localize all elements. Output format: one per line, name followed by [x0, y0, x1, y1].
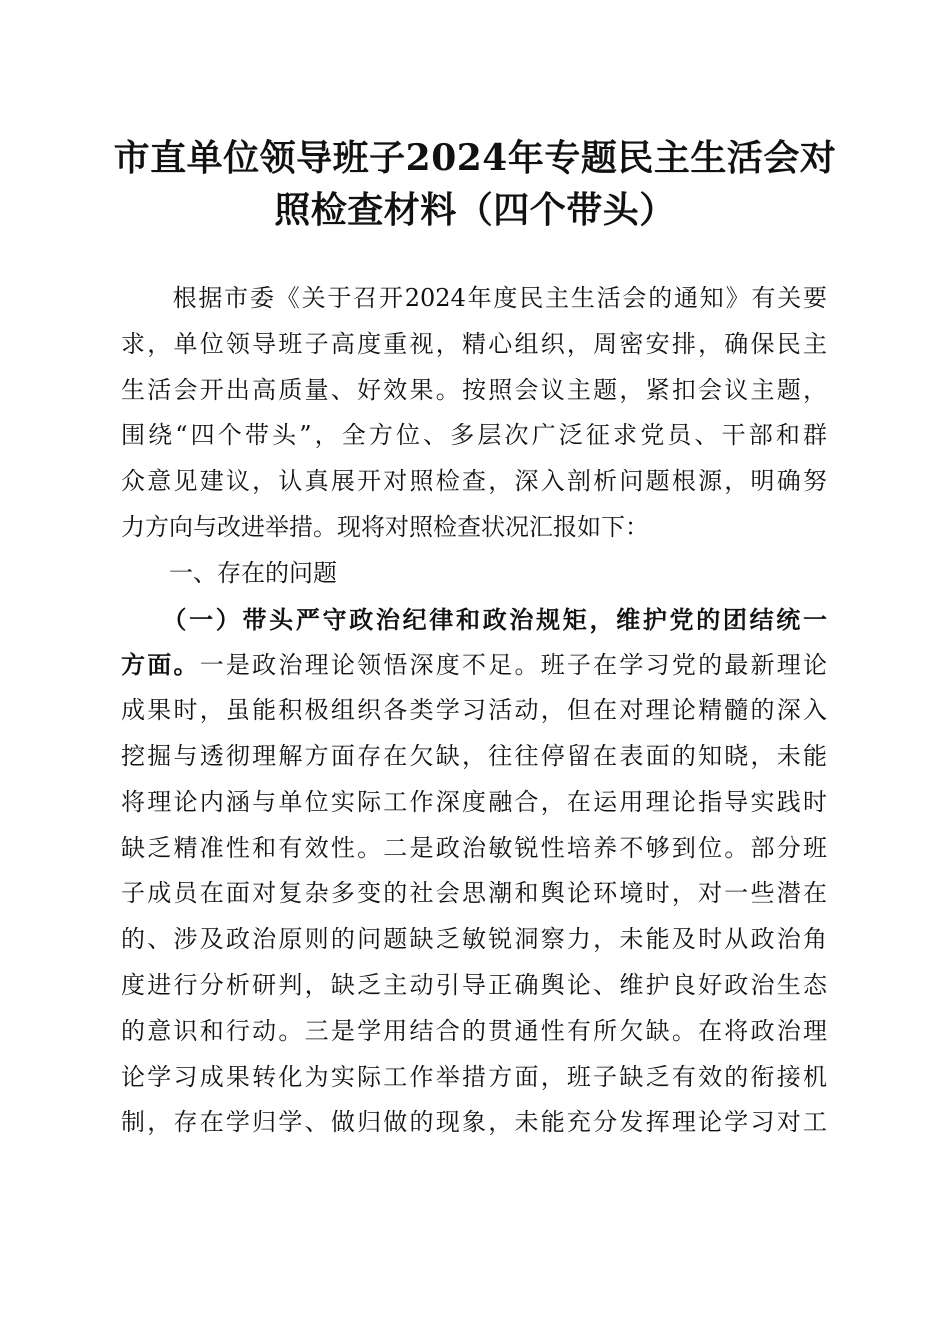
paragraph-text: 一是政治理论领悟深度不足。班子在学习党的最新理论	[199, 651, 828, 680]
body-line: 度进行分析研判，缺乏主动引导正确舆论、维护良好政治生态	[121, 970, 827, 999]
body-line: 挖掘与透彻理解方面存在欠缺，往往停留在表面的知晓，未能	[121, 741, 827, 770]
intro-line: 求，单位领导班子高度重视，精心组织，周密安排，确保民主	[121, 329, 827, 358]
body-line: 的、涉及政治原则的问题缺乏敏锐洞察力，未能及时从政治角	[121, 925, 827, 954]
intro-line: 力方向与改进举措。现将对照检查状况汇报如下：	[121, 512, 649, 541]
subsection-line-2	[121, 642, 827, 688]
intro-line: 生活会开出高质量、好效果。按照会议主题，紧扣会议主题，	[121, 375, 827, 404]
body-line: 成果时，虽能积极组织各类学习活动，但在对理论精髓的深入	[121, 696, 827, 725]
body-line: 论学习成果转化为实际工作举措方面，班子缺乏有效的衔接机	[121, 1062, 827, 1091]
document-title	[110, 132, 840, 236]
body-line: 的意识和行动。三是学用结合的贯通性有所欠缺。在将政治理	[121, 1016, 827, 1045]
document-body	[121, 276, 827, 1146]
body-line: 将理论内涵与单位实际工作深度融合，在运用理论指导实践时	[121, 787, 827, 816]
section-heading: 一、存在的问题	[121, 558, 337, 587]
intro-line: 围绕“四个带头”，全方位、多层次广泛征求党员、干部和群	[121, 421, 827, 450]
intro-line: 根据市委《关于召开2024年度民主生活会的通知》有关要	[121, 284, 827, 312]
subsection-heading: （一）带头严守政治纪律和政治规矩，维护党的团结统一	[121, 604, 827, 634]
subsection-heading-end: 方面。	[121, 650, 200, 680]
body-line: 缺乏精准性和有效性。二是政治敏锐性培养不够到位。部分班	[121, 833, 827, 862]
title-line-1: 市直单位领导班子2024年专题民主生活会对	[113, 137, 837, 179]
body-line: 制，存在学归学、做归做的现象，未能充分发挥理论学习对工	[121, 1108, 827, 1137]
title-line-2: 照检查材料（四个带头）	[274, 189, 676, 231]
body-line: 子成员在面对复杂多变的社会思潮和舆论环境时，对一些潜在	[121, 879, 827, 908]
intro-line: 众意见建议，认真展开对照检查，深入剖析问题根源，明确努	[121, 467, 827, 496]
